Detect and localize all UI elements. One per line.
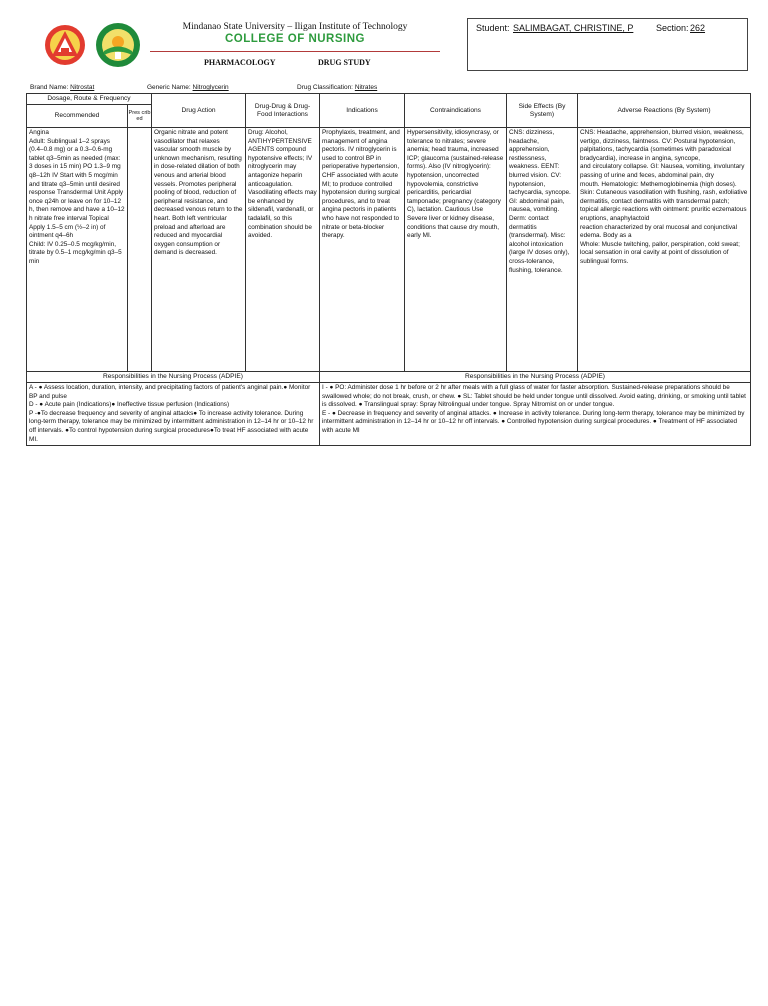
drug-action-header: Drug Action <box>152 94 246 128</box>
dosage-group-header: Dosage, Route & Frequency <box>27 94 152 105</box>
student-label: Student: <box>476 23 510 33</box>
adpie-left-cell: A - ● Assess location, duration, intensity, and precipitating factors of patient's anginal pain.● Monitor BP and pulse D - ● Acute pain (Indications)● Ineffective tissue perfusion (Indications) P -●To decrease frequency and severity of anginal attacks● To increase activity tolerance. During long-term therapy, tolerance may be minimized by intermittent administration in 12–14 hr or 10–12 hr off intervals. ●To control hypotension during surgical procedures●To treat HF associated with acute MI. <box>27 383 320 446</box>
drug-study-table <box>26 93 751 446</box>
indications-header: Indications <box>320 94 405 128</box>
college-of-nursing-seal-icon <box>95 22 141 68</box>
brand-name-line <box>30 84 94 91</box>
generic-label: Generic Name: <box>147 84 191 91</box>
recommended-dosage-cell: Angina Adult: Sublingual 1–2 sprays (0.4–0.8 mg) or a 0.3–0.6-mg tablet q3–5min as needed (max: 3 doses in 15 min) PO 1.3–9 mg q8–12h IV Start with 5 mcg/min and titrate q3–5min until desired response Transdermal Unit Apply once q24h or leave on for 10–12 h, then remove and have a 10–12 h nitrate free interval Topical Apply 1.5–5 cm (½–2 in) of ointment q4–6h Child: IV 0.25–0.5 mcg/kg/min, titrate by 0.5–1 mcg/kg/min q3–5 min <box>27 128 128 372</box>
classification-label: Drug Classification: <box>297 84 353 91</box>
drug-action-cell: Organic nitrate and potent vasodilator that relaxes vascular smooth muscle by unknown mechanism, resulting in dose-related dilation of both venous and arterial blood vessels. Promotes peripheral pooling of blood, reduction of peripheral resistance, and decreased venous return to the heart. Both left ventricular preload and afterload are reduced and myocardial oxygen consumption or demand is decreased. <box>152 128 246 372</box>
contraindications-cell: Hypersensitivity, idiosyncrasy, or tolerance to nitrates; severe anemia; head trauma, increased ICP; glaucoma (sustained-release forms). Also (IV nitroglycerin): hypotension, uncorrected hypovolemia, constrictive pericarditis, pericardial tamponade; pregnancy (category C), lactation. Cautious Use Severe liver or kidney disease, conditions that cause dry mouth, early MI. <box>405 128 507 372</box>
student-name: SALIMBAGAT, CHRISTINE, P <box>513 23 634 33</box>
adverse-reactions-header: Adverse Reactions (By System) <box>578 94 751 128</box>
adpie-right-cell: I - ● PO: Administer dose 1 hr before or 2 hr after meals with a full glass of water for faster absorption. Sustained-release preparations should be swallowed whole; do not break, crush, or chew. ● SL: Tablet should be held under tongue until dissolved. Avoid eating, drinking, or smoking until tablet is dissolved. ● Translingual spray: Spray Nitrolingual under tongue. Spray Nitromist on or under tongue. E - ● Decrease in frequency and severity of anginal attacks. ● Increase in activity tolerance. During long-term therapy, tolerance may be minimized by intermittent administration in 12–14 hr or 10–12 hr off intervals. ● Controlled hypotension during surgical procedures. ● Treatment of HF associated with acute MI <box>320 383 751 446</box>
classification-line <box>297 84 377 91</box>
section-value: 262 <box>690 23 706 33</box>
recommended-header: Recommended <box>27 105 128 128</box>
indications-cell: Prophylaxis, treatment, and management of angina pectoris. IV nitroglycerin is used to control BP in perioperative hypertension, CHF associated with acute MI; to produce controlled hypotension during surgical procedures, and to treat angina pectoris in patients who have not responded to nitrate or beta-blocker therapy. <box>320 128 405 372</box>
subject-title: PHARMACOLOGY <box>204 58 276 67</box>
brand-label: Brand Name: <box>30 84 69 91</box>
interactions-header: Drug-Drug & Drug-Food Interactions <box>246 94 320 128</box>
table-header-row <box>27 94 751 105</box>
interactions-cell: Drug: Alcohol, ANTIHYPERTENSIVE AGENTS compound hypotensive effects; IV nitroglycerin may antagonize heparin anticoagulation. Vasodilating effects may be enhanced by sildenafil, vardenafil, or tadalafil, so this combination should be avoided. <box>246 128 320 372</box>
side-effects-header: Side Effects (By System) <box>507 94 578 128</box>
adpie-header-left: Responsibilities in the Nursing Process (ADPIE) <box>27 372 320 383</box>
university-name: Mindanao State University – Iligan Institute of Technology <box>182 22 408 32</box>
adpie-header-right: Responsibilities in the Nursing Process (ADPIE) <box>320 372 751 383</box>
header-divider <box>150 51 440 52</box>
contraindications-header: Contraindications <box>405 94 507 128</box>
brand-value: Nitrostat <box>70 84 95 91</box>
classification-value: Nitrates <box>354 84 378 91</box>
generic-value: Nitroglycerin <box>192 84 229 91</box>
document-type: DRUG STUDY <box>318 58 371 67</box>
section-label: Section: <box>656 23 689 33</box>
student-info-box <box>467 18 748 71</box>
college-name: COLLEGE OF NURSING <box>225 33 365 45</box>
adverse-reactions-cell: CNS: Headache, apprehension, blurred vision, weakness, vertigo, dizziness, faintness. CV: Postural hypotension, palpitations, tachycardia (sometimes with paradoxical bradycardia), increase in angina, syncope, and circulatory collapse. GI: Nausea, vomiting, involuntary passing of urine and feces, abdominal pain, dry mouth. Hematologic: Methemoglobinemia (high doses). Skin: Cutaneous vasodilation with flushing, rash, exfoliative dermatitis, contact dermatitis with transdermal patch; topical allergic reactions with ointment: pruritic eczematous eruptions, anaphylactoid reaction characterized by oral mucosal and conjunctival edema. Body as a Whole: Muscle twitching, pallor, perspiration, cold sweat; local sensation in oral cavity at point of dissolution of sublingual forms. <box>578 128 751 372</box>
prescribed-dosage-cell <box>128 128 152 372</box>
university-seal-icon <box>44 24 86 66</box>
adpie-header-row <box>27 372 751 383</box>
table-row <box>27 128 751 372</box>
generic-name-line <box>147 84 229 91</box>
prescribed-header: Pres crib ed <box>128 105 152 128</box>
adpie-row <box>27 383 751 446</box>
side-effects-cell: CNS: dizziness, headache, apprehension, restlessness, weakness. EENT: blurred vision. CV: hypotension, tachycardia, syncope. GI: abdominal pain, nausea, vomiting. Derm: contact dermatitis (transdermal). Misc: alcohol intoxication (large IV doses only), cross-tolerance, flushing, tolerance. <box>507 128 578 372</box>
